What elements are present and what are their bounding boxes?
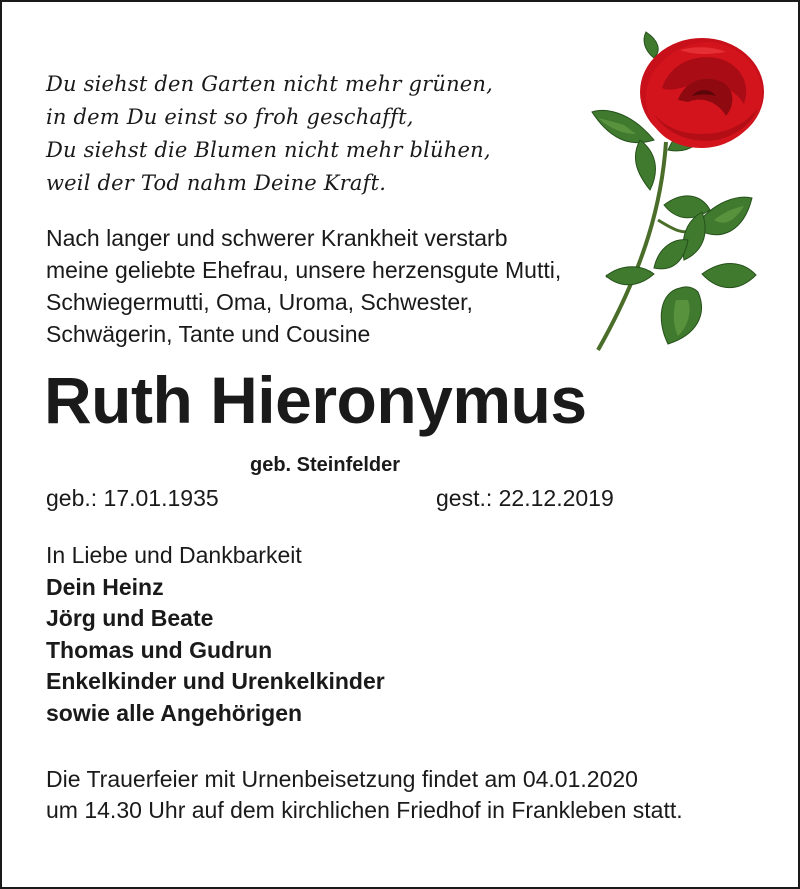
poem-line: weil der Tod nahm Deine Kraft. [46,171,387,195]
memorial-poem [46,68,493,200]
poem-line: Du siehst die Blumen nicht mehr blühen, [46,138,491,162]
deceased-name: Ruth Hieronymus [44,363,587,437]
announcement-line: Nach langer und schwerer Krankheit verstarb [46,225,508,251]
funeral-details [46,764,683,826]
maiden-name: geb. Steinfelder [250,454,401,476]
mourner-name: Jörg und Beate [46,605,214,631]
funeral-line: um 14.30 Uhr auf dem kirchlichen Friedhof in Frankleben statt. [46,797,683,823]
mourners-list [46,540,385,729]
announcement-line: Schwiegermutti, Oma, Uroma, Schwester, [46,289,473,315]
poem-line: in dem Du einst so froh geschafft, [46,105,414,129]
mourner-name: Enkelkinder und Urenkelkinder [46,668,385,694]
red-rose-icon [584,30,774,362]
mourner-name: Thomas und Gudrun [46,636,273,663]
announcement-line: Schwägerin, Tante und Cousine [46,321,371,347]
death-date: gest.: 22.12.2019 [436,485,614,511]
mourners-intro: In Liebe und Dankbarkeit [46,542,302,568]
announcement-text [46,222,561,350]
mourner-name: Dein Heinz [46,573,164,600]
funeral-line: Die Trauerfeier mit Urnenbeisetzung findet am 04.01.2020 [46,766,638,792]
announcement-line: meine geliebte Ehefrau, unsere herzensgute Mutti, [46,257,562,283]
poem-line: Du siehst den Garten nicht mehr grünen, [46,72,494,96]
mourner-name: sowie alle Angehörigen [46,699,303,726]
birth-date: geb.: 17.01.1935 [46,485,219,511]
